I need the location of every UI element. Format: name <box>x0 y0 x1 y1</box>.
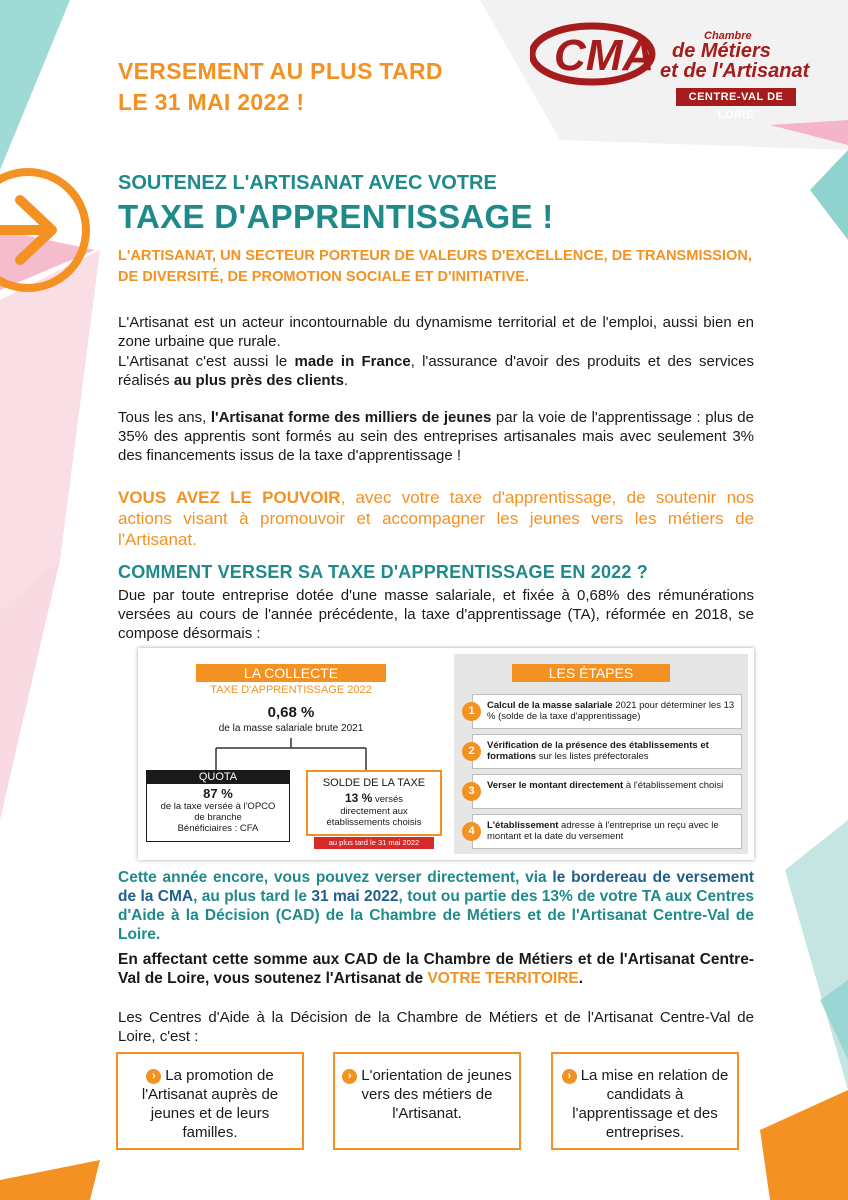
arrow-circle-icon: › <box>342 1069 357 1084</box>
quota-line1: de la taxe versée à l'OPCO <box>160 801 276 812</box>
step-4: 4 L'établissement adresse à l'entreprise un reçu avec le montant et la date du versement <box>472 814 742 849</box>
section-title: COMMENT VERSER SA TAXE D'APPRENTISSAGE EN 2022 ? <box>118 562 648 582</box>
quota-header: QUOTA <box>147 771 289 784</box>
collecte-subheader: TAXE D'APPRENTISSAGE 2022 <box>210 684 372 696</box>
cad-paragraph: Les Centres d'Aide à la Décision de la Chambre de Métiers et de l'Artisanat Centre-Val de Loire, c'est : <box>118 1009 754 1045</box>
logo-initials: CMA <box>554 31 655 80</box>
logo-line3: et de l'Artisanat <box>660 60 810 82</box>
sup-title: SOUTENEZ L'ARTISANAT AVEC VOTRE <box>118 172 497 194</box>
card-mise-en-relation <box>551 1052 739 1150</box>
quota-box <box>146 770 290 842</box>
cta-paragraph: Cette année encore, vous pouvez verser directement, via le bordereau de versement de la CMA, au plus tard le 31 mai 2022, tout ou partie des 13% de votre TA aux Centres d'Aide à la Décision (CAD) de la Chambre de Métiers et de l'Artisanat Centre-Val de Loire. <box>118 869 755 943</box>
solde-line1: directement aux <box>340 806 408 817</box>
solde-line2: établissements choisis <box>326 817 422 828</box>
solde-box <box>306 770 442 836</box>
step-2: 2 Vérification de la présence des établissements et formations sur les listes préfectorales <box>472 734 742 769</box>
section-text: Due par toute entreprise dotée d'une masse salariale, et fixée à 0,68% des rémunérations versées au cours de l'année précédente, la taxe d'apprentissage (TA), réformée en 2018, se compose désormais : <box>118 587 754 642</box>
step-1-number: 1 <box>462 702 481 721</box>
subtitle: L'ARTISANAT, UN SECTEUR PORTEUR DE VALEURS D'EXCELLENCE, DE TRANSMISSION, DE DIVERSITÉ, DE PROMOTION SOCIALE ET D'INITIATIVE. <box>118 248 752 285</box>
main-title: TAXE D'APPRENTISSAGE ! <box>118 198 554 235</box>
collecte-rate: 0,68 % <box>267 704 315 721</box>
etapes-header: LES ÉTAPES <box>512 664 670 682</box>
quota-value: 87 % <box>203 786 233 801</box>
power-paragraph: VOUS AVEZ LE POUVOIR, avec votre taxe d'apprentissage, de soutenir nos actions visant à promouvoir et accompagner les jeunes vers les métiers de l'Artisanat. <box>118 488 755 549</box>
step-3: 3 Verser le montant directement à l'établissement choisi <box>472 774 742 809</box>
tax-diagram <box>138 648 754 860</box>
solde-value-suffix: versés <box>372 794 403 805</box>
deadline-banner <box>118 56 443 118</box>
solde-header: SOLDE DE LA TAXE <box>322 777 426 789</box>
step-3-number: 3 <box>462 782 481 801</box>
logo-region: CENTRE-VAL DE LOIRE <box>676 88 796 106</box>
quota-line2: de branche <box>194 812 242 823</box>
territory-paragraph: En affectant cette somme aux CAD de la Chambre de Métiers et de l'Artisanat Centre-Val de Loire, vous soutenez l'Artisanat de VOTRE TERRITOIRE. <box>118 951 754 987</box>
logo-line1: Chambre <box>704 30 752 42</box>
card-orientation <box>333 1052 521 1150</box>
logo-line2: de Métiers <box>672 40 771 62</box>
solde-deadline: au plus tard le 31 mai 2022 <box>314 837 434 849</box>
arrow-right-icon <box>0 160 100 300</box>
card-promotion-text: La promotion de l'Artisanat auprès de jeunes et de leurs familles. <box>141 1067 279 1141</box>
intro-paragraph-1: L'Artisanat est un acteur incontournable du dynamisme territorial et de l'emploi, aussi bien en zone urbaine que rurale. <box>118 314 754 350</box>
step-2-number: 2 <box>462 742 481 761</box>
step-1: 1 Calcul de la masse salariale 2021 pour déterminer les 13 % (solde de la taxe d'apprentissage) <box>472 694 742 729</box>
solde-value: 13 % <box>345 791 373 805</box>
quota-line3: Bénéficiaires : CFA <box>177 823 259 834</box>
deadline-line2: LE 31 MAI 2022 ! <box>118 89 305 115</box>
collecte-header: LA COLLECTE <box>196 664 386 682</box>
card-mise-en-relation-text: La mise en relation de candidats à l'apprentissage et des entreprises. <box>572 1067 729 1141</box>
collecte-rate-desc: de la masse salariale brute 2021 <box>218 723 364 734</box>
card-orientation-text: L'orientation de jeunes vers des métiers de l'Artisanat. <box>361 1067 512 1122</box>
diagram-connector <box>138 648 454 778</box>
deadline-line1: VERSEMENT AU PLUS TARD <box>118 58 443 84</box>
arrow-circle-icon: › <box>562 1069 577 1084</box>
step-4-number: 4 <box>462 822 481 841</box>
arrow-circle-icon: › <box>146 1069 161 1084</box>
intro-paragraph-2: L'Artisanat c'est aussi le made in France, l'assurance d'avoir des produits et des services réalisés au plus près des clients. <box>118 353 755 389</box>
card-promotion <box>116 1052 304 1150</box>
intro-paragraph-3: Tous les ans, l'Artisanat forme des milliers de jeunes par la voie de l'apprentissage : plus de 35% des apprentis sont formés au sein des entreprises artisanales mais avec seulement 3% des financements issus de la taxe d'apprentissage ! <box>118 409 754 464</box>
